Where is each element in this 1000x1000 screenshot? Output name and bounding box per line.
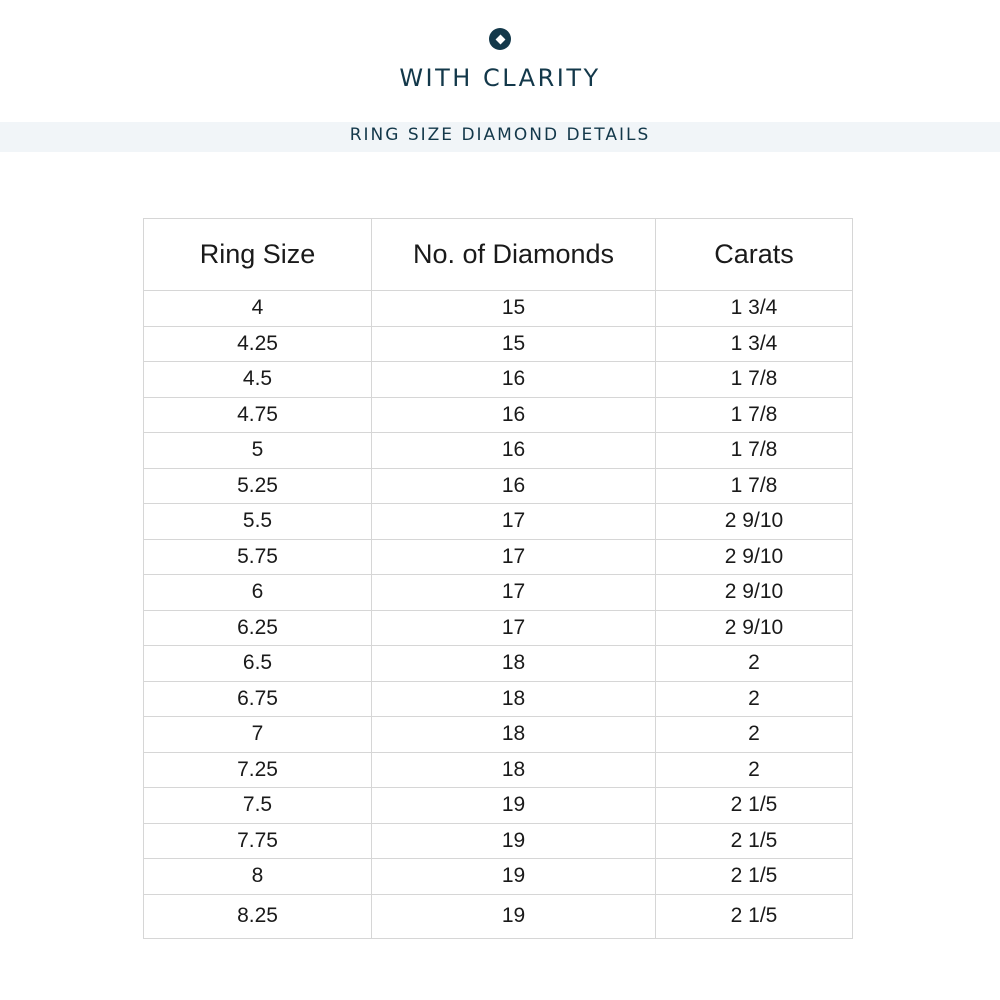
cell-ring-size: 7: [144, 717, 372, 753]
cell-ring-size: 4: [144, 291, 372, 327]
cell-carats: 1 7/8: [656, 433, 853, 469]
cell-ring-size: 6.5: [144, 646, 372, 682]
cell-carats: 2: [656, 646, 853, 682]
cell-no-of-diamonds: 18: [372, 717, 656, 753]
table-row: [144, 894, 853, 938]
cell-ring-size: 7.75: [144, 823, 372, 859]
cell-no-of-diamonds: 16: [372, 433, 656, 469]
cell-no-of-diamonds: 17: [372, 575, 656, 611]
cell-ring-size: 4.5: [144, 362, 372, 398]
table-row: [144, 504, 853, 540]
cell-ring-size: 4.25: [144, 326, 372, 362]
cell-carats: 2 1/5: [656, 788, 853, 824]
cell-ring-size: 6.25: [144, 610, 372, 646]
ring-size-table: [143, 218, 853, 939]
cell-carats: 2 9/10: [656, 575, 853, 611]
table-header-row: [144, 219, 853, 291]
cell-no-of-diamonds: 16: [372, 362, 656, 398]
cell-ring-size: 6: [144, 575, 372, 611]
cell-no-of-diamonds: 17: [372, 539, 656, 575]
cell-ring-size: 5.25: [144, 468, 372, 504]
table-row: [144, 788, 853, 824]
cell-no-of-diamonds: 15: [372, 326, 656, 362]
cell-carats: 2: [656, 681, 853, 717]
cell-ring-size: 4.75: [144, 397, 372, 433]
cell-no-of-diamonds: 16: [372, 397, 656, 433]
cell-ring-size: 5: [144, 433, 372, 469]
cell-carats: 2 9/10: [656, 504, 853, 540]
cell-carats: 1 7/8: [656, 397, 853, 433]
cell-no-of-diamonds: 15: [372, 291, 656, 327]
cell-no-of-diamonds: 19: [372, 823, 656, 859]
table-row: [144, 291, 853, 327]
cell-no-of-diamonds: 17: [372, 504, 656, 540]
cell-carats: 2 1/5: [656, 859, 853, 895]
table-row: [144, 859, 853, 895]
table-row: [144, 752, 853, 788]
table-row: [144, 575, 853, 611]
cell-ring-size: 5.75: [144, 539, 372, 575]
cell-no-of-diamonds: 18: [372, 681, 656, 717]
table-row: [144, 362, 853, 398]
cell-ring-size: 8: [144, 859, 372, 895]
cell-no-of-diamonds: 19: [372, 788, 656, 824]
cell-no-of-diamonds: 16: [372, 468, 656, 504]
cell-carats: 2 9/10: [656, 539, 853, 575]
cell-no-of-diamonds: 18: [372, 752, 656, 788]
table-row: [144, 610, 853, 646]
column-header-no-of-diamonds: No. of Diamonds: [372, 219, 656, 291]
cell-no-of-diamonds: 18: [372, 646, 656, 682]
cell-ring-size: 7.25: [144, 752, 372, 788]
cell-ring-size: 5.5: [144, 504, 372, 540]
cell-no-of-diamonds: 17: [372, 610, 656, 646]
column-header-ring-size: Ring Size: [144, 219, 372, 291]
cell-no-of-diamonds: 19: [372, 859, 656, 895]
cell-carats: 1 3/4: [656, 326, 853, 362]
cell-carats: 1 7/8: [656, 362, 853, 398]
table-row: [144, 681, 853, 717]
cell-ring-size: 6.75: [144, 681, 372, 717]
cell-carats: 1 3/4: [656, 291, 853, 327]
column-header-carats: Carats: [656, 219, 853, 291]
cell-carats: 2: [656, 752, 853, 788]
cell-carats: 2: [656, 717, 853, 753]
table-row: [144, 326, 853, 362]
cell-no-of-diamonds: 19: [372, 894, 656, 938]
cell-carats: 1 7/8: [656, 468, 853, 504]
table-row: [144, 717, 853, 753]
table-row: [144, 397, 853, 433]
cell-carats: 2 9/10: [656, 610, 853, 646]
table-row: [144, 646, 853, 682]
cell-ring-size: 8.25: [144, 894, 372, 938]
cell-carats: 2 1/5: [656, 823, 853, 859]
table-body: [144, 291, 853, 939]
diamond-in-circle-icon: [489, 28, 511, 50]
page-title: RING SIZE DIAMOND DETAILS: [349, 125, 651, 145]
brand-name: WITH CLARITY: [399, 64, 601, 92]
table-row: [144, 823, 853, 859]
table-row: [144, 433, 853, 469]
table-row: [144, 539, 853, 575]
cell-carats: 2 1/5: [656, 894, 853, 938]
table-row: [144, 468, 853, 504]
cell-ring-size: 7.5: [144, 788, 372, 824]
